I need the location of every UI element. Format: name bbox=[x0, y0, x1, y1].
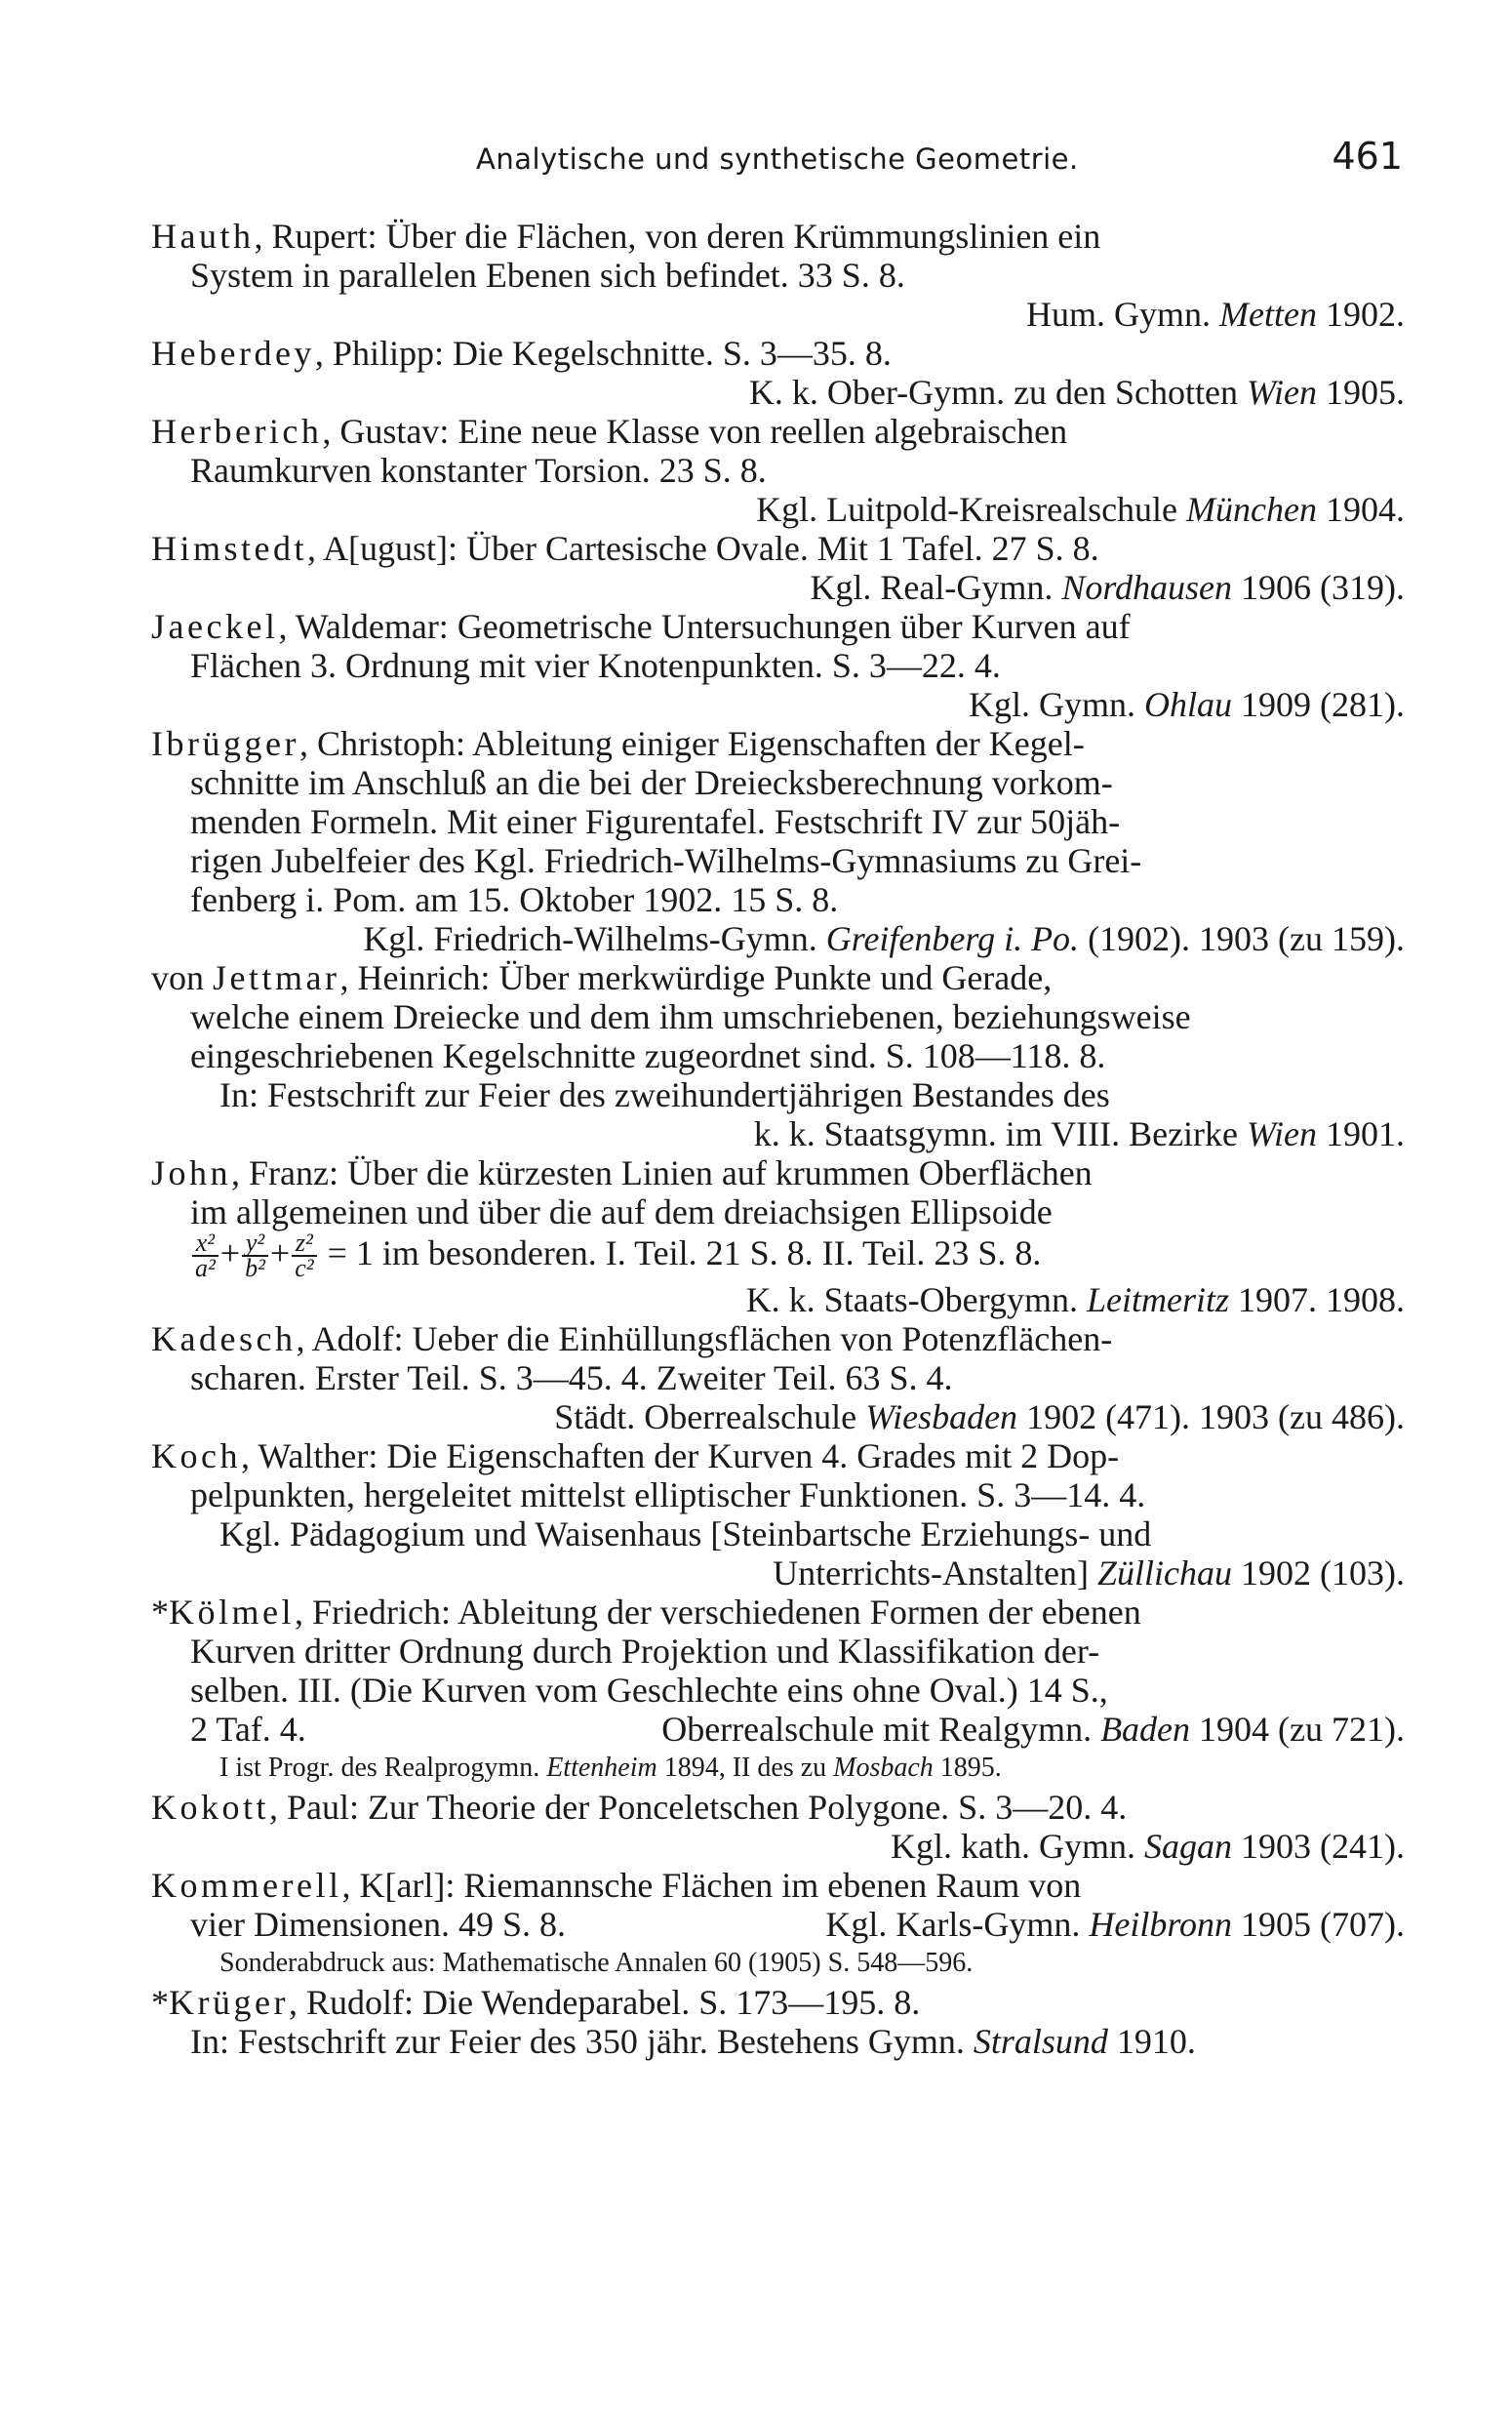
institution bbox=[151, 1553, 1405, 1593]
entry-text: fenberg i. Pom. am 15. Oktober 1902. 15 S. 8. bbox=[190, 880, 839, 919]
year: 1902 (103). bbox=[1232, 1553, 1405, 1593]
institution bbox=[151, 1827, 1405, 1866]
entry-text: menden Formeln. Mit einer Figurentafel. Festschrift IV zur 50jäh- bbox=[190, 802, 1121, 841]
entry-kommerell bbox=[151, 1866, 1405, 1983]
author-name: Krüger bbox=[169, 1983, 289, 2022]
place-name: Wien bbox=[1247, 373, 1317, 412]
author-name: Jettmar bbox=[213, 958, 340, 997]
place-name: Ettenheim bbox=[546, 1753, 657, 1783]
entry-text: , Christoph: Ableitung einiger Eigenschaften der Kegel- bbox=[298, 724, 1085, 763]
entry-text: rigen Jubelfeier des Kgl. Friedrich-Wilhelms-Gymnasiums zu Grei- bbox=[190, 841, 1142, 880]
entry-jaeckel bbox=[151, 607, 1405, 724]
plus-sign: + bbox=[219, 1233, 241, 1272]
entry-text: , Waldemar: Geometrische Untersuchungen über Kurven auf bbox=[278, 607, 1131, 646]
institution bbox=[151, 295, 1405, 334]
entry-text: welche einem Dreiecke und dem ihm umschriebenen, beziehungsweise bbox=[190, 997, 1191, 1036]
institution-name: Hum. Gymn. bbox=[1026, 295, 1220, 334]
fraction-x bbox=[192, 1231, 219, 1280]
fraction-z bbox=[292, 1231, 316, 1280]
entry-text: , Franz: Über die kürzesten Linien auf krummen Oberflächen bbox=[231, 1153, 1093, 1192]
footnote bbox=[151, 1749, 1405, 1788]
entry-text: pelpunkten, hergeleitet mittelst elliptischer Funktionen. S. 3—14. 4. bbox=[190, 1475, 1146, 1514]
entry-text: Raumkurven konstanter Torsion. 23 S. 8. bbox=[190, 451, 767, 490]
entry-text: , Gustav: Eine neue Klasse von reellen algebraischen bbox=[322, 412, 1068, 451]
year: 1903 (241). bbox=[1232, 1827, 1405, 1866]
entry-text: , Friedrich: Ableitung der verschiedenen Formen der ebenen bbox=[294, 1593, 1141, 1632]
institution bbox=[151, 1114, 1405, 1153]
entry-kokott bbox=[151, 1788, 1405, 1866]
page-header bbox=[476, 135, 1403, 193]
entry-text: vier Dimensionen. 49 S. 8. bbox=[190, 1905, 566, 1944]
place-name: Greifenberg i. Po. bbox=[825, 919, 1080, 958]
institution-name: Kgl. Real-Gymn. bbox=[810, 568, 1062, 607]
author-name: Himstedt bbox=[151, 529, 307, 568]
author-name: Ibrügger bbox=[151, 724, 299, 763]
year: 1904. bbox=[1317, 490, 1405, 529]
institution bbox=[151, 1710, 1405, 1749]
entry-text: , A[ugust]: Über Cartesische Ovale. Mit 1 Tafel. 27 S. 8. bbox=[307, 529, 1099, 568]
entry-heberdey bbox=[151, 334, 1405, 412]
institution-name: K. k. Ober-Gymn. zu den Schotten bbox=[748, 373, 1248, 412]
year: 1907. 1908. bbox=[1229, 1280, 1405, 1319]
author-name: Kadesch bbox=[151, 1319, 297, 1358]
institution-name: Kgl. Gymn. bbox=[969, 685, 1145, 724]
entry-john bbox=[151, 1153, 1405, 1319]
place-name: Heilbronn bbox=[1089, 1905, 1233, 1944]
author-name: Kokott bbox=[151, 1788, 270, 1827]
entry-text: , K[arl]: Riemannsche Flächen im ebenen Raum von bbox=[341, 1866, 1082, 1905]
entry-text: im allgemeinen und über die auf dem dreiachsigen Ellipsoide bbox=[190, 1192, 1053, 1231]
author-name: Hauth bbox=[151, 217, 255, 256]
entry-text: , Walther: Die Eigenschaften der Kurven 4. Grades mit 2 Dop- bbox=[240, 1436, 1120, 1475]
year: 1906 (319). bbox=[1232, 568, 1405, 607]
institution bbox=[151, 1397, 1405, 1436]
place-name: Nordhausen bbox=[1061, 568, 1233, 607]
author-name: Koch bbox=[151, 1436, 241, 1475]
note-text: I ist Progr. des Realprogymn. bbox=[219, 1753, 547, 1783]
place-name: München bbox=[1186, 490, 1317, 529]
institution bbox=[151, 919, 1405, 958]
author-name: Jaeckel bbox=[151, 607, 279, 646]
plus-sign: + bbox=[269, 1233, 291, 1272]
footnote: Sonderabdruck aus: Mathematische Annalen 60 (1905) S. 548—596. bbox=[219, 1948, 974, 1978]
entry-text: , Rudolf: Die Wendeparabel. S. 173—195. 8. bbox=[288, 1983, 921, 2022]
author-prefix: von bbox=[151, 958, 213, 997]
place-name: Züllichau bbox=[1097, 1553, 1233, 1593]
entry-text: In: Festschrift zur Feier des zweihundertjährigen Bestandes des bbox=[219, 1075, 1110, 1114]
place-name: Baden bbox=[1100, 1710, 1191, 1749]
entry-krueger bbox=[151, 1983, 1405, 2061]
denominator: a² bbox=[195, 1254, 216, 1282]
note-text: 1895. bbox=[933, 1753, 1002, 1783]
institution bbox=[151, 1280, 1405, 1319]
year: 1905. bbox=[1317, 373, 1405, 412]
entry-text: , Heinrich: Über merkwürdige Punkte und Gerade, bbox=[339, 958, 1053, 997]
institution bbox=[151, 1905, 1405, 1944]
entry-ibruegger bbox=[151, 724, 1405, 958]
institution-name: K. k. Staats-Obergymn. bbox=[745, 1280, 1087, 1319]
institution-name: Kgl. Luitpold-Kreisrealschule bbox=[756, 490, 1187, 529]
entry-jettmar bbox=[151, 958, 1405, 1153]
place-name: Ohlau bbox=[1144, 685, 1233, 724]
institution bbox=[151, 685, 1405, 724]
author-name: Heberdey bbox=[151, 334, 315, 373]
institution bbox=[151, 2022, 1405, 2061]
entry-text: In: Festschrift zur Feier des 350 jähr. Bestehens Gymn. bbox=[190, 2022, 974, 2061]
institution-name: Kgl. Friedrich-Wilhelms-Gymn. bbox=[363, 919, 826, 958]
entry-koelmel bbox=[151, 1593, 1405, 1788]
institution bbox=[151, 568, 1405, 607]
entry-text: System in parallelen Ebenen sich befindet. 33 S. 8. bbox=[190, 256, 905, 295]
institution bbox=[151, 490, 1405, 529]
denominator: c² bbox=[295, 1254, 314, 1282]
fraction-y bbox=[242, 1231, 268, 1280]
place-name: Mosbach bbox=[833, 1753, 934, 1783]
note-text: 1894, II des zu bbox=[657, 1753, 834, 1783]
place-name: Wien bbox=[1247, 1114, 1317, 1153]
entry-text: scharen. Erster Teil. S. 3—45. 4. Zweiter Teil. 63 S. 4. bbox=[190, 1358, 953, 1397]
place-name: Stralsund bbox=[973, 2022, 1108, 2061]
entry-text: Kurven dritter Ordnung durch Projektion und Klassifikation der- bbox=[190, 1632, 1100, 1671]
author-name: Kölmel bbox=[169, 1593, 295, 1632]
entry-text: selben. III. (Die Kurven vom Geschlechte eins ohne Oval.) 14 S., bbox=[190, 1671, 1108, 1710]
author-name: John bbox=[151, 1153, 232, 1192]
numerator: z² bbox=[292, 1231, 316, 1257]
numerator: y² bbox=[242, 1231, 268, 1257]
entry-text: , Adolf: Ueber die Einhüllungsflächen von Potenzflächen- bbox=[296, 1319, 1113, 1358]
year: 1909 (281). bbox=[1232, 685, 1405, 724]
year: (1902). 1903 (zu 159). bbox=[1079, 919, 1405, 958]
entry-koch bbox=[151, 1436, 1405, 1593]
institution bbox=[151, 373, 1405, 412]
institution-name: Unterrichts-Anstalten] bbox=[773, 1553, 1097, 1593]
entry-text: schnitte im Anschluß an die bei der Dreiecksberechnung vorkom- bbox=[190, 763, 1113, 802]
institution-name: Kgl. kath. Gymn. bbox=[891, 1827, 1145, 1866]
author-name: Kommerell bbox=[151, 1866, 342, 1905]
entry-hauth bbox=[151, 217, 1405, 334]
institution-name: k. k. Staatsgymn. im VIII. Bezirke bbox=[753, 1114, 1248, 1153]
place-name: Leitmeritz bbox=[1086, 1280, 1229, 1319]
page-number: 461 bbox=[1332, 135, 1403, 178]
entry-himstedt bbox=[151, 529, 1405, 607]
place-name: Sagan bbox=[1144, 1827, 1233, 1866]
entry-text: eingeschriebenen Kegelschnitte zugeordnet sind. S. 108—118. 8. bbox=[190, 1036, 1106, 1075]
entry-text: Kgl. Pädagogium und Waisenhaus [Steinbartsche Erziehungs- und bbox=[219, 1514, 1152, 1553]
year: 1901. bbox=[1317, 1114, 1405, 1153]
entry-text: , Philipp: Die Kegelschnitte. S. 3—35. 8. bbox=[314, 334, 892, 373]
numerator: x² bbox=[192, 1231, 219, 1257]
entry-text: , Rupert: Über die Flächen, von deren Krümmungslinien ein bbox=[254, 217, 1101, 256]
running-title: Analytische und synthetische Geometrie. bbox=[476, 142, 1079, 176]
year: 1904 (zu 721). bbox=[1190, 1710, 1405, 1749]
institution-name: Kgl. Karls-Gymn. bbox=[825, 1905, 1090, 1944]
year: 1902. bbox=[1317, 295, 1405, 334]
bibliography-list bbox=[151, 217, 1405, 2061]
star-mark: * bbox=[151, 1983, 169, 2022]
author-name: Herberich bbox=[151, 412, 323, 451]
institution-name: Städt. Oberrealschule bbox=[554, 1397, 866, 1436]
entry-text: = 1 im besonderen. I. Teil. 21 S. 8. II. Teil. 23 S. 8. bbox=[327, 1233, 1042, 1272]
denominator: b² bbox=[245, 1254, 265, 1282]
entry-kadesch bbox=[151, 1319, 1405, 1436]
star-mark: * bbox=[151, 1593, 169, 1632]
year: 1902 (471). 1903 (zu 486). bbox=[1017, 1397, 1405, 1436]
year: 1905 (707). bbox=[1232, 1905, 1405, 1944]
year: 1910. bbox=[1107, 2022, 1196, 2061]
place-name: Metten bbox=[1219, 295, 1317, 334]
institution-name: Oberrealschule mit Realgymn. bbox=[661, 1710, 1101, 1749]
ellipsoid-formula bbox=[151, 1231, 1405, 1280]
entry-text: Flächen 3. Ordnung mit vier Knotenpunkten. S. 3—22. 4. bbox=[190, 646, 1001, 685]
entry-text: , Paul: Zur Theorie der Ponceletschen Polygone. S. 3—20. 4. bbox=[269, 1788, 1128, 1827]
place-name: Wiesbaden bbox=[865, 1397, 1018, 1436]
entry-herberich bbox=[151, 412, 1405, 529]
entry-text: 2 Taf. 4. bbox=[190, 1710, 306, 1749]
